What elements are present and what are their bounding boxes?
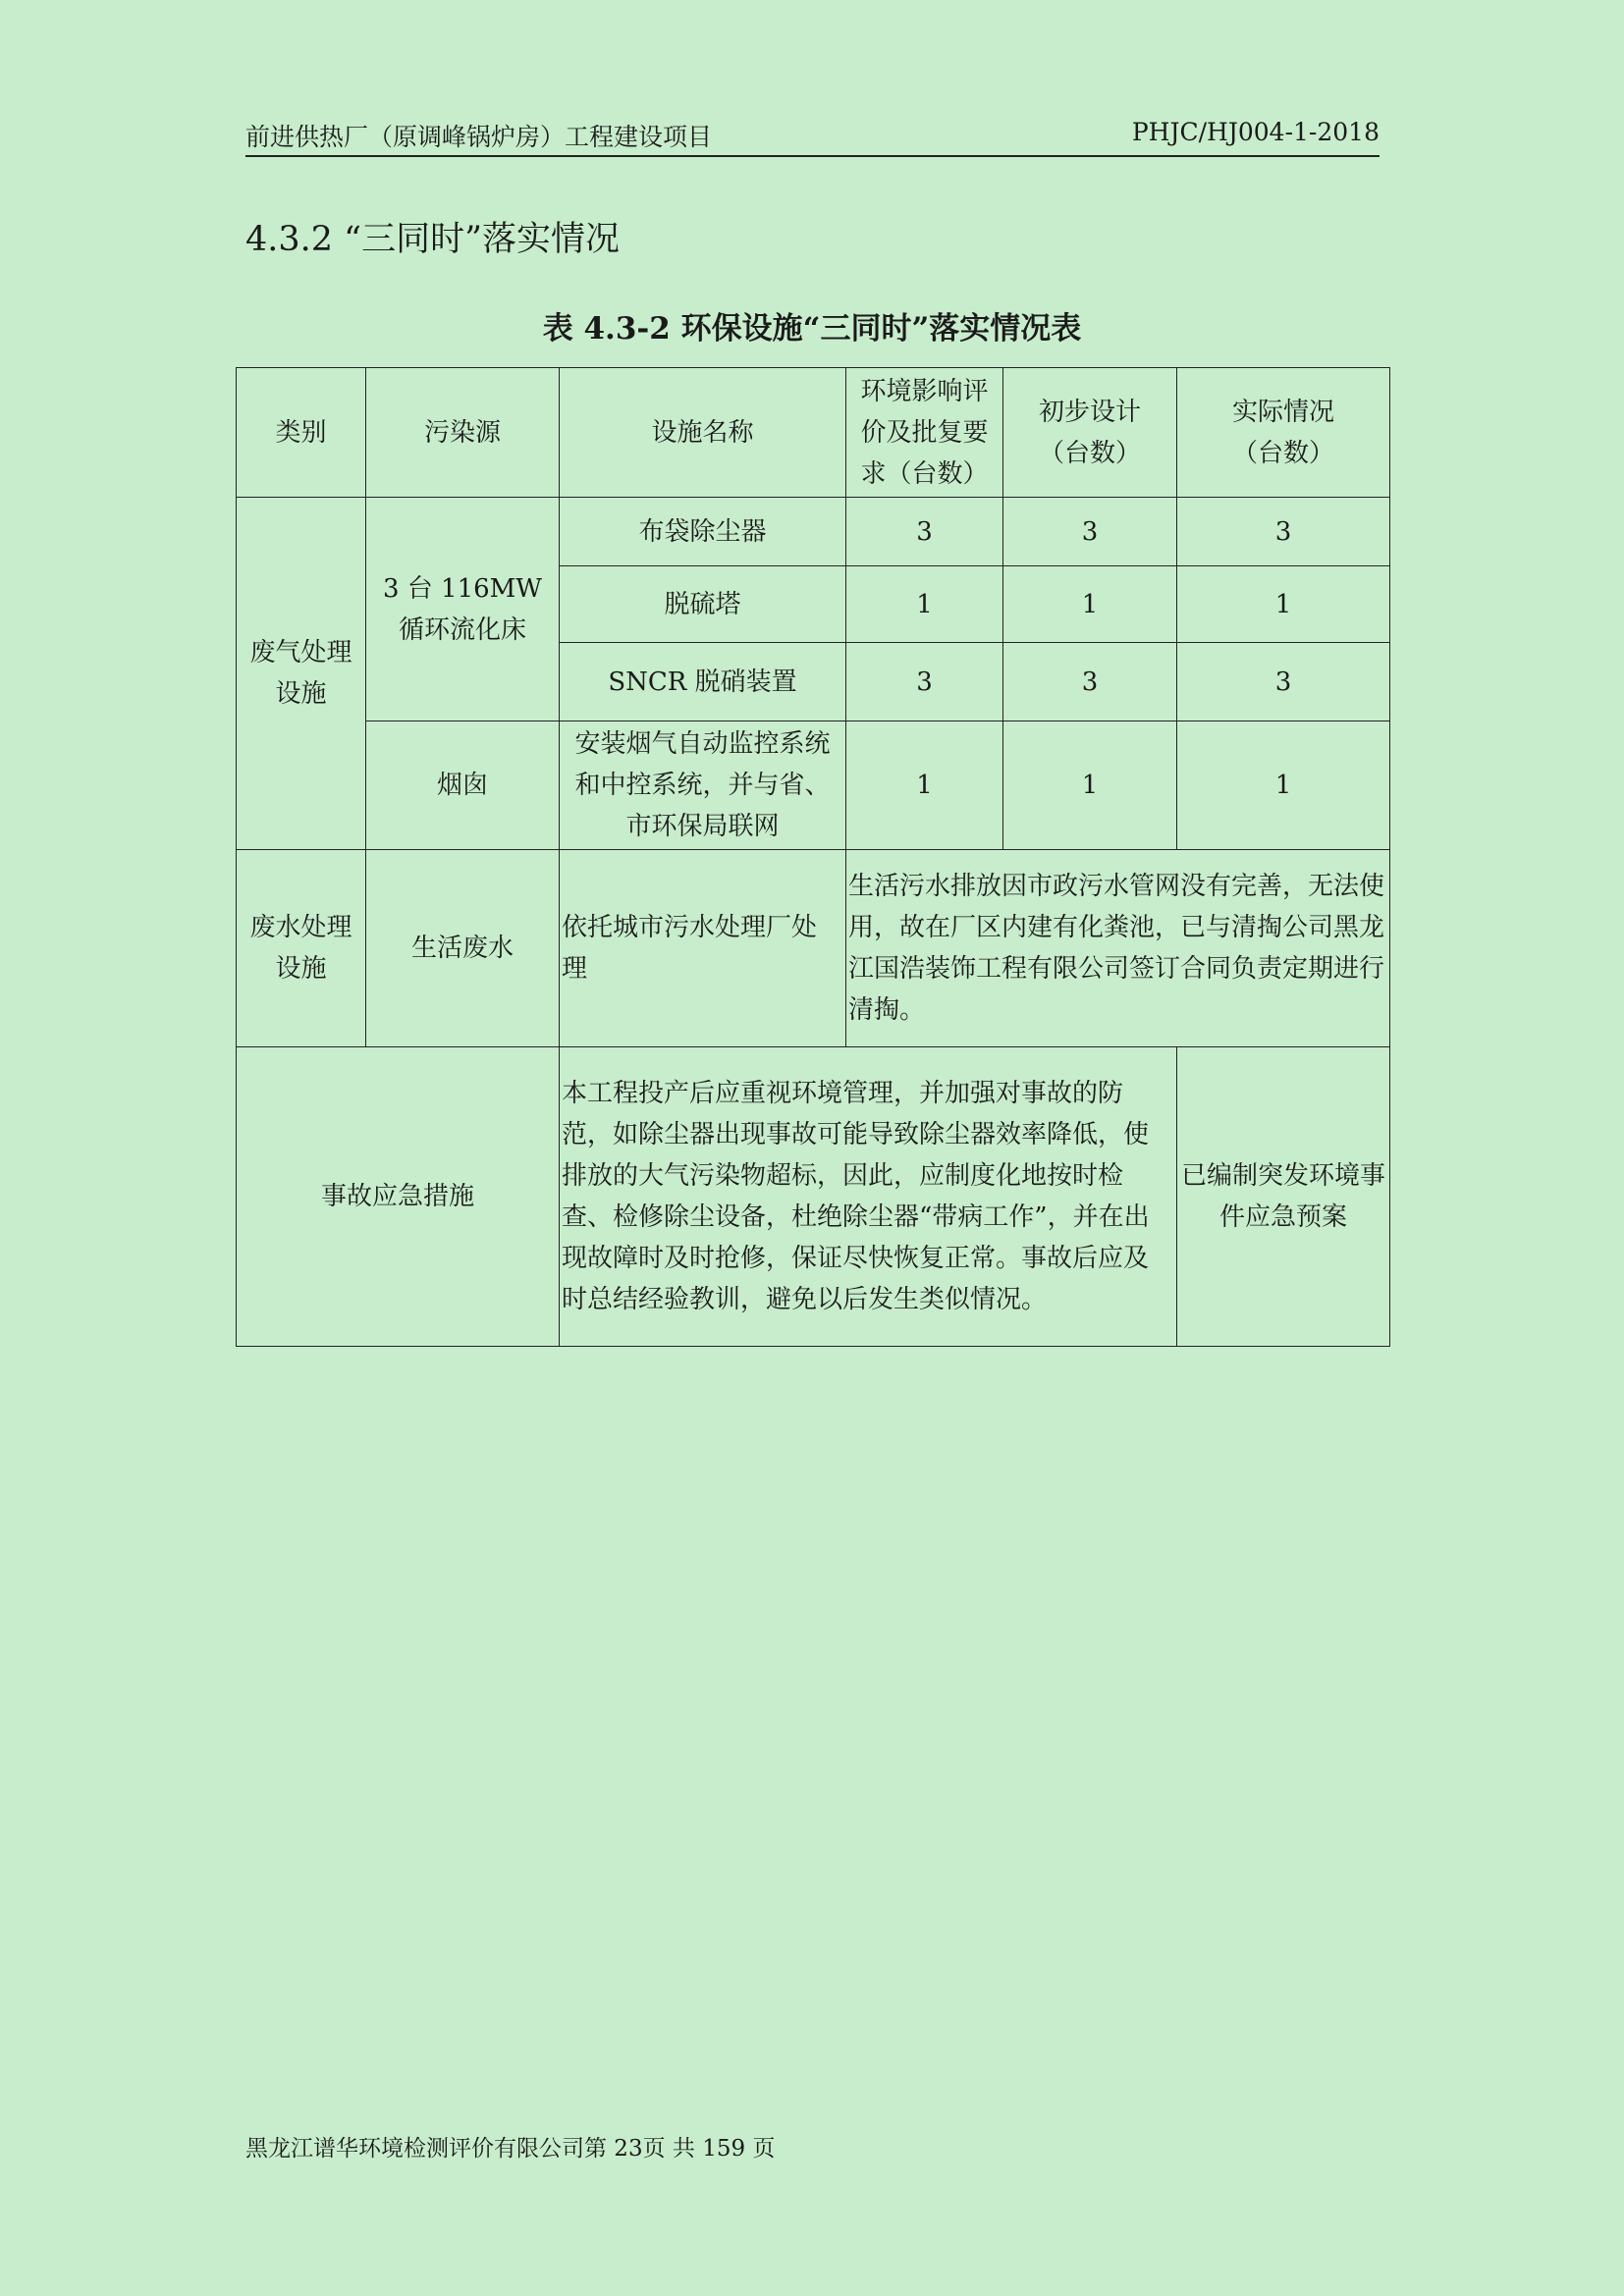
header-actual: 实际情况（台数） [1177,368,1390,498]
table-row [237,1047,1390,1347]
design-cell: 1 [1003,721,1177,850]
design-cell: 3 [1003,498,1177,566]
table-row [237,721,1390,850]
waste-water-category: 废水处理设施 [237,850,366,1047]
three-simultaneous-table [236,367,1390,1347]
design-cell: 1 [1003,566,1177,643]
actual-cell: 1 [1177,721,1390,850]
table-caption: 表 4.3-2 环保设施“三同时”落实情况表 [542,311,1082,347]
header-design: 初步设计（台数） [1003,368,1177,498]
emergency-actual: 已编制突发环境事件应急预案 [1177,1047,1390,1347]
section-title: 4.3.2 “三同时”落实情况 [245,220,620,259]
facility-cell: 布袋除尘器 [560,498,846,566]
header-category: 类别 [237,368,366,498]
eia-cell: 3 [846,498,1003,566]
actual-cell: 3 [1177,498,1390,566]
table-header-row [237,368,1390,498]
actual-cell: 1 [1177,566,1390,643]
waste-water-facility: 依托城市污水处理厂处理 [560,850,846,1047]
eia-cell: 1 [846,566,1003,643]
chimney-facility: 安装烟气自动监控系统和中控系统，并与省、市环保局联网 [560,721,846,850]
table-row [237,850,1390,1047]
chimney-source: 烟囱 [366,721,560,850]
project-title: 前进供热厂（原调峰锅炉房）工程建设项目 [245,123,713,151]
waste-water-source: 生活废水 [366,850,560,1047]
page-header [245,116,1380,157]
page-footer: 黑龙江谱华环境检测评价有限公司第 23页 共 159 页 [245,2136,776,2162]
header-facility: 设施名称 [560,368,846,498]
eia-cell: 3 [846,643,1003,721]
boiler-source: 3 台 116MW 循环流化床 [366,498,560,721]
header-eia: 环境影响评价及批复要求（台数） [846,368,1003,498]
waste-water-actual: 生活污水排放因市政污水管网没有完善，无法使用，故在厂区内建有化粪池，已与清掏公司黑龙江国浩装饰工程有限公司签订合同负责定期进行清掏。 [846,850,1390,1047]
emergency-category: 事故应急措施 [237,1047,560,1347]
facility-cell: 脱硫塔 [560,566,846,643]
table-row [237,498,1390,566]
design-cell: 3 [1003,643,1177,721]
actual-cell: 3 [1177,643,1390,721]
header-source: 污染源 [366,368,560,498]
eia-cell: 1 [846,721,1003,850]
emergency-requirement: 本工程投产后应重视环境管理，并加强对事故的防范，如除尘器出现事故可能导致除尘器效率降低，使排放的大气污染物超标，因此，应制度化地按时检查、检修除尘设备，杜绝除尘器“带病工作”，并在出现故障时及时抢修，保证尽快恢复正常。事故后应及时总结经验教训，避免以后发生类似情况。 [560,1047,1177,1347]
document-code: PHJC/HJ004-1-2018 [1131,118,1380,146]
facility-cell: SNCR 脱硝装置 [560,643,846,721]
waste-gas-category: 废气处理设施 [237,498,366,850]
